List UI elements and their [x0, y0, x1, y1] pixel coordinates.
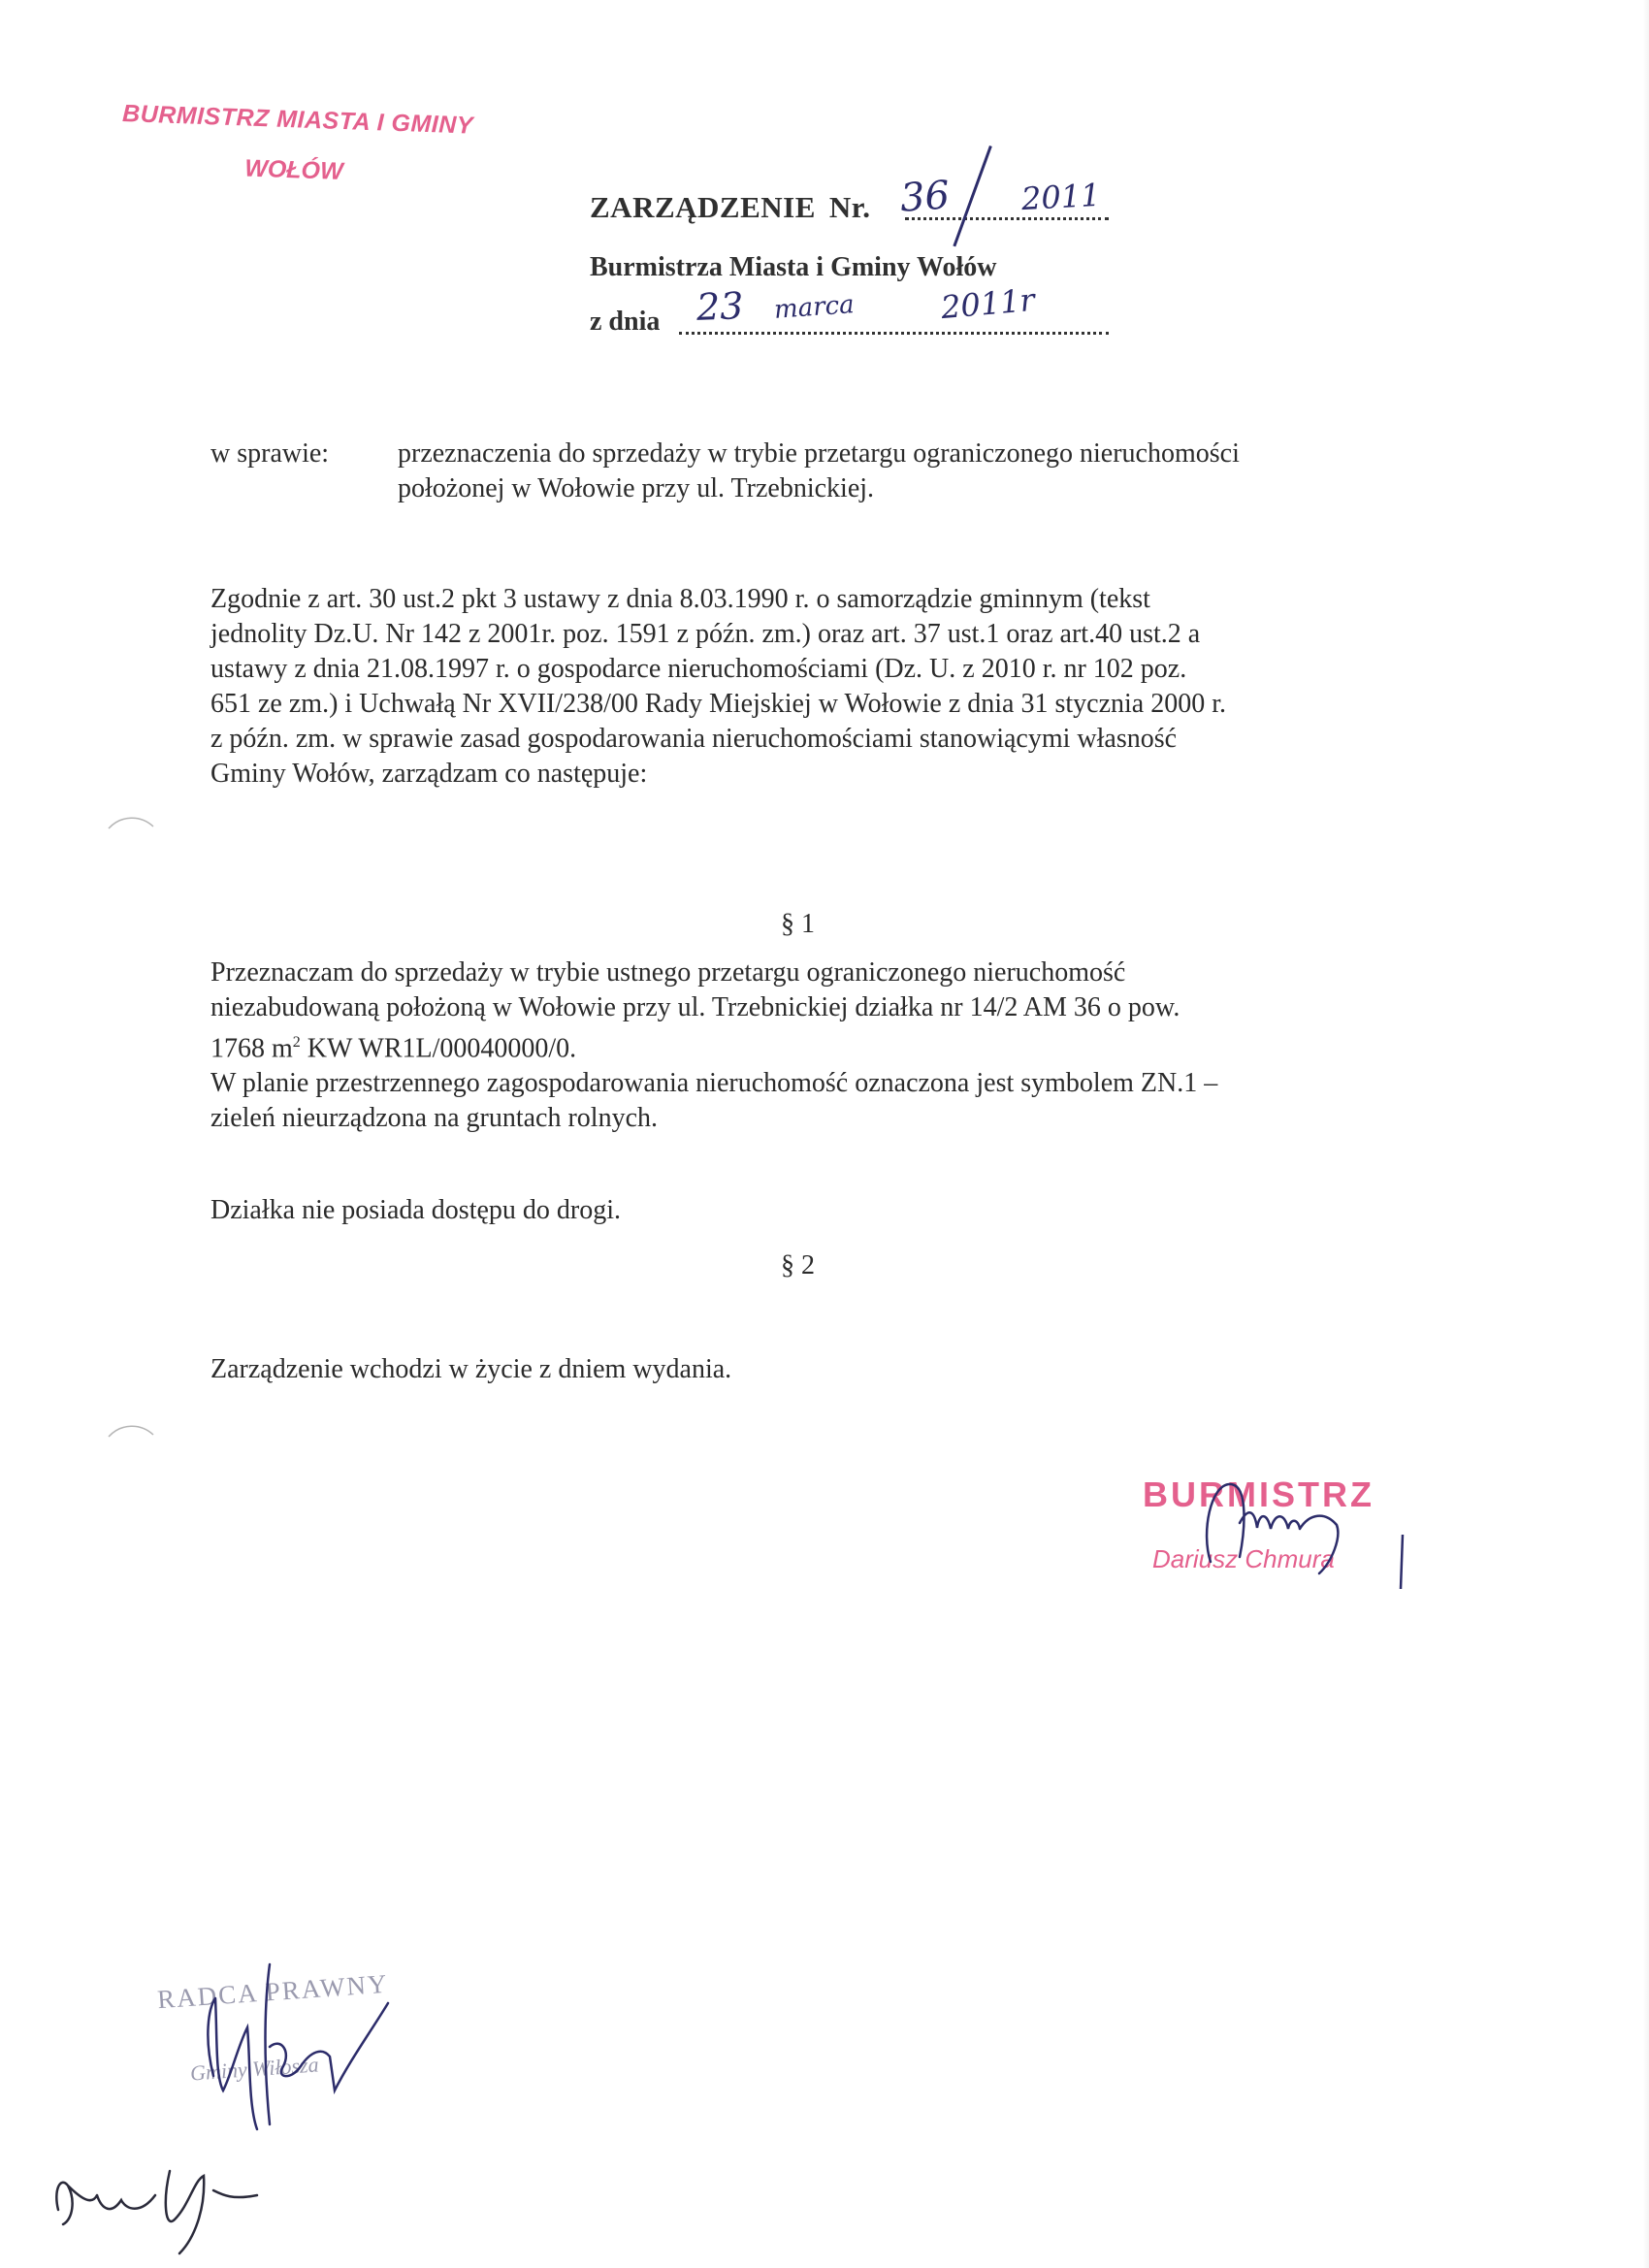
section-2-heading: § 2	[781, 1250, 815, 1280]
handwritten-slash	[953, 146, 991, 246]
handwritten-day: 23	[695, 284, 745, 329]
nr-prefix: Nr.	[828, 190, 871, 224]
legal-basis	[210, 582, 1431, 792]
access-note: Działka nie posiada dostępu do drogi.	[210, 1195, 622, 1225]
handwritten-date-year: 2011r	[939, 280, 1037, 327]
section-2-text: Zarządzenie wchodzi w życie z dniem wydania.	[210, 1354, 732, 1384]
mayor-stamp-name: Dariusz Chmura	[1152, 1544, 1335, 1573]
subject-line: przeznaczenia do sprzedaży w trybie przetargu ograniczonego nieruchomości	[398, 438, 1240, 469]
subject-label: w sprawie:	[210, 438, 330, 469]
plot-area-line	[210, 1025, 1431, 1066]
mayor-signature	[1143, 1465, 1434, 1591]
legal-adviser-stamp	[155, 1960, 466, 2154]
plan-line: W planie przestrzennego zagospodarowania nieruchomość oznaczona jest symbolem ZN.1 –	[210, 1068, 1218, 1099]
section-1-text	[210, 956, 1431, 1136]
handwritten-number: 36	[898, 173, 952, 221]
subject-text	[398, 437, 1431, 506]
legal-adviser-signature	[155, 1960, 466, 2154]
plan-line: zieleń nieurządzona na gruntach rolnych.	[210, 1103, 659, 1134]
section-1-line: Przeznaczam do sprzedaży w trybie ustnego przetargu ograniczonego nieruchomość	[210, 957, 1126, 988]
scan-edge	[1643, 0, 1649, 2268]
legal-basis-line: z późn. zm. w sprawie zasad gospodarowania nieruchomościami stanowiącymi własność	[210, 724, 1178, 754]
subject-line: położonej w Wołowie przy ul. Trzebnickiej.	[398, 473, 875, 503]
initials-signature	[48, 2152, 340, 2258]
legal-basis-line: Gminy Wołów, zarządzam co następuje:	[210, 759, 648, 789]
legal-basis-line: 651 ze zm.) i Uchwałą Nr XVII/238/00 Rady Miejskiej w Wołowie z dnia 31 stycznia 2000 r.	[210, 689, 1226, 719]
date-dotted-line	[679, 332, 1109, 335]
office-stamp-line2: WOŁÓW	[243, 154, 344, 186]
legal-stamp-name: Gminy Wiłosza	[189, 2052, 320, 2086]
land-register: KW WR1L/00040000/0.	[300, 1033, 577, 1064]
punch-mark-upper	[107, 813, 155, 832]
legal-basis-line: Zgodnie z art. 30 ust.2 pkt 3 ustawy z dnia 8.03.1990 r. o samorządzie gminnym (tekst	[210, 584, 1150, 614]
issuer: Burmistrza Miasta i Gminy Wołów	[590, 252, 997, 282]
legal-stamp-role: RADCA PRAWNY	[156, 1968, 390, 2015]
legal-basis-line: jednolity Dz.U. Nr 142 z 2001r. poz. 1591 z późn. zm.) oraz art. 37 ust.1 oraz art.40 ust.2 a	[210, 619, 1201, 649]
office-stamp	[120, 100, 511, 201]
document-title	[590, 190, 870, 225]
handwritten-number-year: 2011	[1020, 176, 1102, 218]
punch-mark-lower	[107, 1421, 155, 1441]
handwritten-month: marca	[773, 290, 856, 325]
mayor-stamp-role: BURMISTRZ	[1143, 1474, 1374, 1514]
mayor-signature-stamp	[1143, 1465, 1434, 1581]
section-1-line: niezabudowaną położoną w Wołowie przy ul. Trzebnickiej działka nr 14/2 AM 36 o pow.	[210, 992, 1180, 1022]
date-line	[590, 307, 660, 338]
legal-basis-line: ustawy z dnia 21.08.1997 r. o gospodarce nieruchomościami (Dz. U. z 2010 r. nr 102 poz.	[210, 654, 1187, 684]
area-unit-sup: 2	[292, 1034, 301, 1051]
office-stamp-line1: BURMISTRZ MIASTA I GMINY	[121, 100, 474, 140]
area-value: 1768 m	[210, 1033, 293, 1064]
section-1-heading: § 1	[781, 909, 815, 939]
title-text: ZARZĄDZENIE	[590, 190, 816, 224]
date-prefix: z dnia	[590, 307, 661, 337]
